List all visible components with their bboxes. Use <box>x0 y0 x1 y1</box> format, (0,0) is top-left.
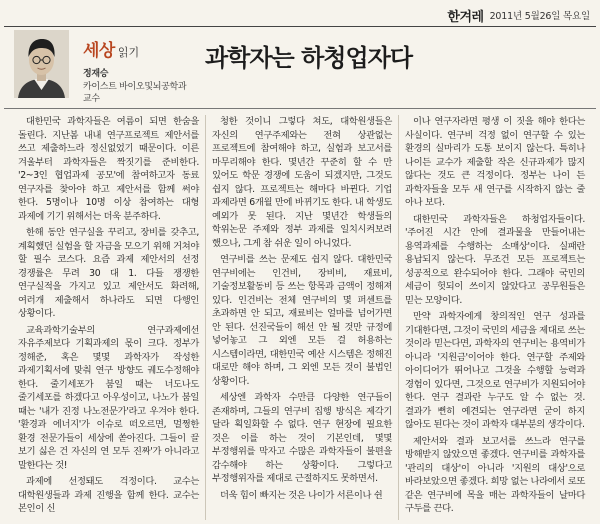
masthead <box>447 6 590 24</box>
paragraph: 만약 과학자에게 창의적인 연구 성과를 기대한다면, 그것이 국민의 세금을 제대로 쓰는 것이라 믿는다면, 과학자의 연구비는 용역비가 아니라 '지원금'이어야 한다. 연구할 주제와 아이디어가 뛰어나고 그것을 수행할 능력과 경험이 있다면, 그것으로 연구비가 지원되어야 한다. 연구 결과란 누구도 알 수 없는 것. 결과가 뻔히 예견되는 연구라면 굳이 하지 않아도 된다는 것이 과학자 대부분의 생각이다. <box>405 311 585 430</box>
paragraph: 제안서와 결과 보고서를 쓰느라 연구를 방해받지 않았으면 좋겠다. 연구비를 과학자를 '관리의 대상'이 아니라 '지원의 대상'으로 바라보았으면 좋겠다. 희망 없는 나라에서 로또 같은 연구비에 목을 매는 과학자들이 날마다 구두를 끈다. <box>405 435 585 514</box>
column-title <box>83 36 139 61</box>
paragraph: 더욱 힘이 빠지는 것은 나이가 서른이나 쉰 <box>220 489 383 501</box>
paragraph: 교육과학기술부의 연구과제에선 자유주제보다 기획과제의 몫이 크다. 정부가 정해준, 혹은 몇몇 과학자가 작성한 과제기획서에 맞춰 연구 방향도 궤도수정해야 한다. 줄기세포가 붐일 때는 너도나도 줄기세포를 하겠다고 아우성이고, 나노가 붐일 때는 '내가 진정 나노전문가'라고 우겨야 한다. '환경과 에너지'가 이슈로 떠오르면, 멀쩡한 환경 전문가들이 세상에 쏟아진다. 그들이 끌 보기 싫은 건 자신의 연 모두 진짜'가 아니라고 말한다는 것! <box>18 324 199 471</box>
paragraph: 한해 동안 연구실을 꾸리고, 장비를 갖추고, 계획했던 실험을 할 자금을 모으기 위해 거쳐야 할 필수 코스다. 요즘 과제 제안서의 선정 경쟁률은 무려 30 대 1. 다들 쟁쟁한 연구실적을 가지고 있고 제안서도 화려해, 여러개 제출해서 하나라도 되면 다행인 상황이다. <box>18 227 199 319</box>
column-name-sub: 읽기 <box>117 46 140 59</box>
header-divider <box>4 108 596 109</box>
paragraph: 연구비를 쓰는 문제도 쉽지 않다. 대한민국 연구비에는 인건비, 장비비, 재료비, 기술정보활동비 등 쓰는 항목과 금액이 정해져 있다. 인건비는 전체 연구비의 몇 퍼센트를 초과하면 안 되고, 재료비는 얼마를 넘어가면 안 된다. 선진국들이 해선 안 될 것만 규정에 넣어놓고 그 외엔 모든 걸 허용하는 시스템이라면, 대한민국 예산 시스템은 정해진 대로만 해야 하며, 그 외엔 모든 것이 불법인 상황이다. <box>212 254 392 387</box>
author-name: 정재승 <box>83 69 109 79</box>
article-column-3 <box>398 115 591 520</box>
top-divider <box>4 26 596 27</box>
author-title: 교수 <box>83 94 100 104</box>
headline: 과학자는 하청업자다 <box>205 44 413 72</box>
paragraph: 대한민국 과학자들은 여름이 되면 한숨을 돌린다. 지난봄 내내 연구프로젝트 제안서를 쓰고 제출하느라 정신없었기 때문이다. 이른 겨울부터 과학자들은 짝짓기를 준비한다. '2~3인 협업과제 공모'에 참여하고자 동료 연구자를 찾아야 하고 제안서를 함께 써야 한다. 5명이나 10명 이상 참여하는 대형 과제에 기기 위해서는 더욱 분주하다. <box>18 116 199 222</box>
article-column-2 <box>205 115 398 520</box>
paragraph: 이나 연구자라면 평생 이 짓을 해야 한다는 사실이다. 연구비 걱정 없이 연구할 수 있는 환경의 실마리가 도통 보이지 않는다. 특히나 나이든 교수가 제출할 작은 신규과제가 많지 않다는 것도 큰 걱정이다. 정부는 나이 든 과학자들을 모두 새 연구를 시작하지 않는 줄 아나 보다. <box>405 116 585 208</box>
column-name-main: 세상 <box>83 41 115 61</box>
newspaper-logo: 한겨레 <box>447 9 484 25</box>
paragraph: 과제에 선정돼도 걱정이다. 교수는 대학원생들과 과제 진행을 함께 한다. 교수는 본인이 신 <box>18 476 199 514</box>
byline <box>83 68 186 106</box>
article-body <box>12 115 592 520</box>
paragraph: 세상엔 과학자 수만큼 다양한 연구들이 존재하며, 그들의 연구비 집행 방식은 제각기 달라 획일화할 수 없다. 연구 현장에 필요한 것은 이를 하는 것이 기본인데, 몇몇 부정행위를 막자고 수많은 과학자들이 불편을 감수해야 하는 상황이다. 그렇다고 부정행위자를 제대로 근절하지도 못하면서. <box>212 392 392 484</box>
publication-date: 2011년 5월26일 목요일 <box>489 11 590 22</box>
paragraph: 대한민국 과학자들은 하청업자들이다. '주어진 시간 안에 결과물을 만들어내는 용역과제를 수행하는 소매상'이다. 실패란 용납되지 않는다. 무조건 모든 프로젝트는 성공적으로 완수되어야 한다. 그래야 국민의 세금이 헛되이 쓰이지 않았다고 공무원들은 믿는 모양이다. <box>405 213 585 306</box>
author-portrait-icon <box>14 30 69 98</box>
author-affiliation: 카이스트 바이오및뇌공학과 <box>83 81 187 92</box>
article-column-1 <box>12 115 205 520</box>
paragraph: 청한 것이니 그렇다 쳐도, 대학원생들은 자신의 연구주제와는 전혀 상관없는 프로젝트에 참여해야 하고, 실험과 보고서를 마무리해야 한다. 몇년간 꾸준히 할 수 만 있어도 학문 경쟁에 도움이 되겠지만, 그것도 쉽지 않다. 프로젝트는 해마다 바뀐다. 기업 과제라면 6개월 만에 바뀌기도 한다. 내 학생도 예외가 못 된다. 지난 몇년간 학생들의 학위논문 주제와 정부 과제를 일치시켜보려 했으나, 그게 참 쉬운 일이 아니었다. <box>212 116 392 249</box>
